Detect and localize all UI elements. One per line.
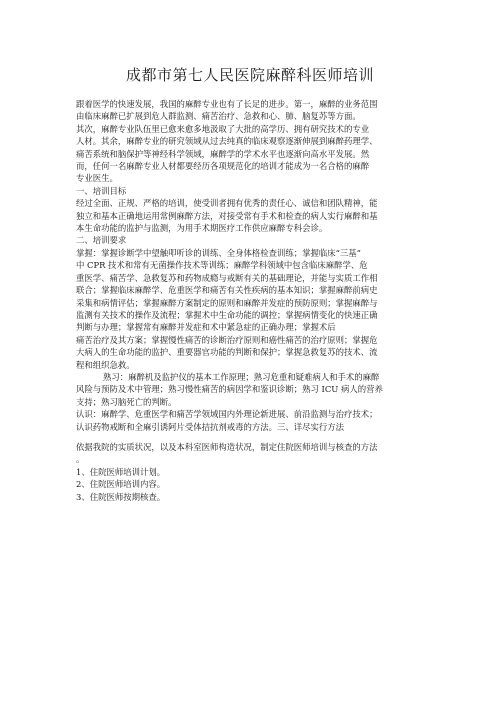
paragraph-line: 认识：麻醉学、危重医学和痛苦学领域国内外理论新进展、前沿监测与治疗技术； bbox=[76, 409, 378, 420]
paragraph-line: 联合；掌握临床麻醉学、危重医学和痛苦有关性疾病的基本知识；掌握麻醉前病史 bbox=[76, 285, 378, 296]
paragraph-line: 掌握：掌握诊断学中望触叩听诊的训练、全身体格检查训练；掌握临床“三基” bbox=[76, 247, 361, 258]
list-item: 1、住院医师培训计划。 bbox=[76, 466, 166, 477]
document-body bbox=[76, 98, 422, 503]
paragraph-line: 监测有关技术的操作及流程；掌握术中生命功能的调控；掌握病情变化的快速正确 bbox=[76, 309, 378, 320]
paragraph-line: 大病人的生命功能的监护、重要器官功能的判断和保护；掌握急救复苏的技术、流 bbox=[76, 347, 378, 358]
paragraph-line: 中 CPR 技术和常有无菌操作技术等训练；麻醉学科领域中包含临床麻醉学、危 bbox=[76, 260, 368, 271]
paragraph-line: 专业医生。 bbox=[76, 173, 118, 184]
list-item: 3、住院医师按期核查。 bbox=[76, 491, 166, 502]
paragraph-line: 熟习：麻醉机及监护仪的基本工作原理；熟习危重和疑难病人和手术的麻醉 bbox=[103, 371, 380, 382]
paragraph-line: 由临床麻醉已扩展到危人群监测、痛苦治疗、急救和心、肺、脑复苏等方面。 bbox=[76, 111, 361, 122]
section-heading: 一、培训目标 bbox=[76, 185, 127, 196]
paragraph-line: 经过全面、正规、严格的培训，使受训者拥有优秀的责任心、诚信和团队精神，能 bbox=[76, 198, 378, 209]
paragraph-line: 痛苦系统和脑保护等神经科学领域，麻醉学的学术水平也逐渐向高水平发展。然 bbox=[76, 148, 370, 159]
paragraph-gap bbox=[76, 433, 422, 441]
paragraph-line: 重医学、痛苦学、急救复苏和药物成瘾与戒断有关的基础理论，并能与实质工作相 bbox=[76, 272, 378, 283]
paragraph-line: 人材。其余，麻醉专业的研究领域从过去纯真的临床观察逐渐伸展到麻醉药理学、 bbox=[76, 136, 378, 147]
paragraph-line: 。 bbox=[76, 454, 85, 465]
paragraph-line: 而，任何一名麻醉专业人材都要经历各项规范化的培训才能成为一名合格的麻醉 bbox=[76, 161, 370, 172]
paragraph-line: 跟着医学的快速发展，我国的麻醉专业也有了长足的进步。第一，麻醉的业务范围 bbox=[76, 99, 378, 109]
paragraph-line: 支持；熟习脑死亡的判断。 bbox=[76, 396, 177, 407]
paragraph-line: 采集和病情评估；掌握麻醉方案制定的原则和麻醉并发症的预防原则；掌握麻醉与 bbox=[76, 297, 378, 308]
paragraph-line: 其次，麻醉专业队伍里已愈来愈多地汲取了大批的高学历、拥有研究技术的专业 bbox=[76, 123, 370, 134]
paragraph-line: 依据我院的实质状况，以及本科室医师构造状况，制定住院医师培训与核查的方法 bbox=[76, 441, 378, 452]
list-item: 2、住院医师培训内容。 bbox=[76, 479, 166, 490]
section-heading: 二、培训要求 bbox=[76, 235, 127, 246]
paragraph-line: 判断与办理；掌握常有麻醉并发症和术中紧急症的正确办理；掌握术后 bbox=[76, 322, 336, 333]
paragraph-line: 认识药物戒断和全麻引诱阿片受体拮抗剂戒毒的方法。三、详尽实行方法 bbox=[76, 421, 344, 432]
page-title: 成都市第七人民医院麻醉科医师培训 bbox=[125, 66, 374, 84]
paragraph-line: 独立和基本正确地运用常例麻醉方法，对接受常有手术和检查的病人实行麻醉和基 bbox=[76, 210, 378, 221]
paragraph-line: 痛苦治疗及其方案；掌握慢性痛苦的诊断治疗原则和癌性痛苦的治疗原则；掌握危 bbox=[76, 334, 378, 345]
paragraph-line: 程和组织急救。 bbox=[76, 359, 135, 370]
paragraph-line: 本生命功能的监护与监测，为用手术期医疗工作供应麻醉专科会诊。 bbox=[76, 223, 328, 234]
paragraph-line: 风险与预防及术中管理；熟习慢性痛苦的病因学和鉴识诊断；熟习 ICU 病人的营养 bbox=[76, 384, 383, 395]
